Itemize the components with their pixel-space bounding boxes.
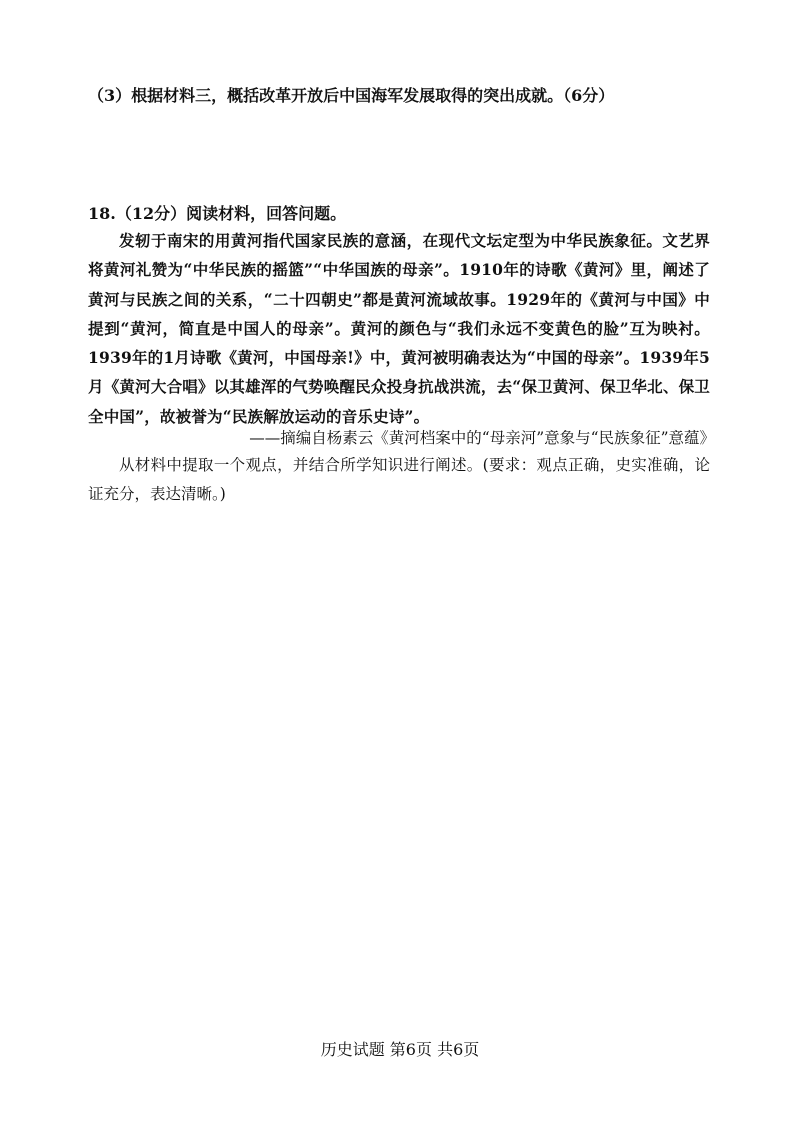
question-3-prompt: （3）根据材料三，概括改革开放后中国海军发展取得的突出成就。（6分） [88,86,615,105]
question-18-task: 从材料中提取一个观点，并结合所学知识进行阐述。(要求：观点正确，史实准确，论证充分，表达清晰。) [88,456,710,504]
material-source-citation: ——摘编自杨素云《黄河档案中的“母亲河”意象与“民族象征”意蕴》 [249,429,715,447]
question-18-material: 发轫于南宋的用黄河指代国家民族的意涵，在现代文坛定型为中华民族象征。文艺界将黄河礼赞为“中华民族的摇篮”“中华国族的母亲”。1910年的诗歌《黄河》里，阐述了黄河与民族之间的关系，“二十四朝史”都是黄河流域故事。1929年的《黄河与中国》中提到“黄河，简直是中国人的母亲”。黄河的颜色与“我们永远不变黄色的脸”互为映衬。1939年的1月诗歌《黄河，中国母亲!》中，黄河被明确表达为“中国的母亲”。1939年5月《黄河大合唱》以其雄浑的气势唤醒民众投身抗战洪流，去“保卫黄河、保卫华北、保卫全中国”，故被誉为“民族解放运动的音乐史诗”。 [88,231,710,426]
page-footer: 历史试题 第6页 共6页 [320,1040,480,1059]
question-18-heading: 18.（12分）阅读材料，回答问题。 [88,204,347,223]
